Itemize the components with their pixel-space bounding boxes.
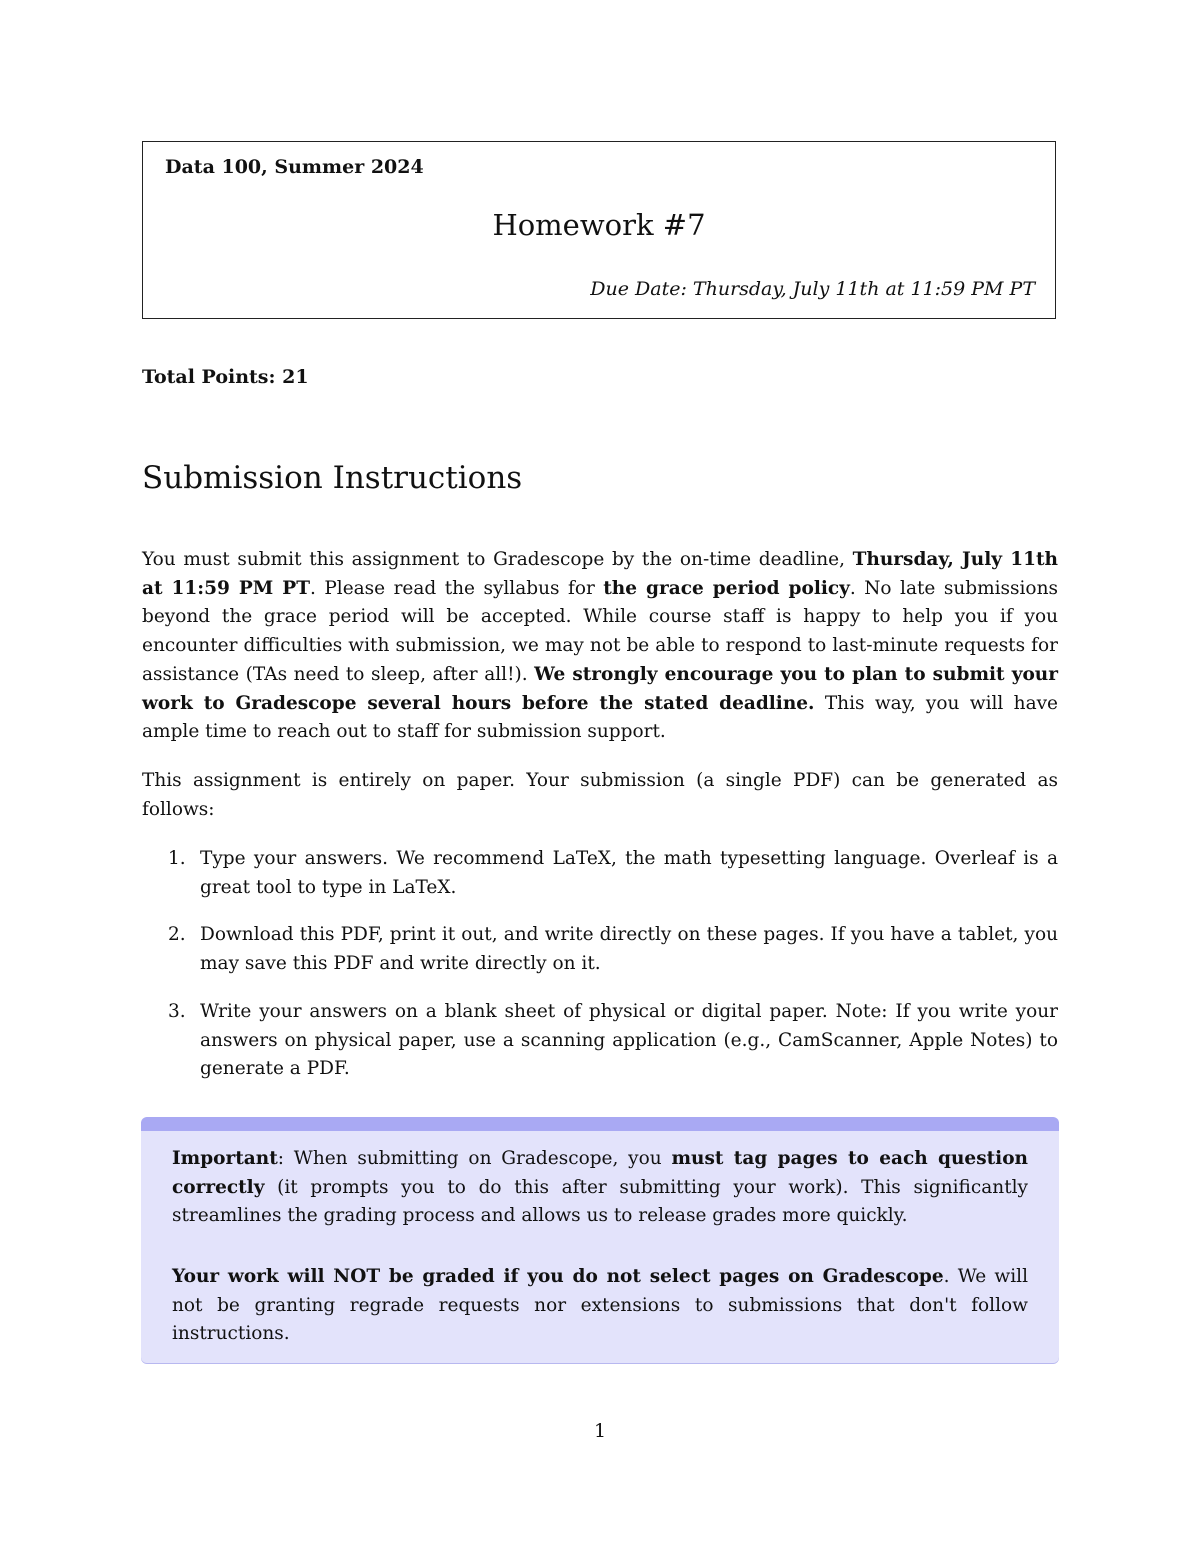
warning-text: Your work will NOT be graded if you do not select pages on Gradescope [172, 1266, 944, 1287]
important-label: Important [172, 1148, 278, 1169]
list-item-number: 1. [168, 848, 186, 869]
submission-steps-list [142, 845, 1058, 1103]
grace-period-policy: the grace period policy [603, 577, 850, 599]
list-item-text: Write your answers on a blank sheet of physical or digital paper. Note: If you write your answers on physical paper, use a scanning application (e.g., CamScanner, Apple Notes) to generate a PDF. [200, 1000, 1058, 1080]
course-name: Data 100, Summer 2024 [165, 156, 424, 178]
important-paragraph [172, 1145, 1028, 1231]
assignment-title: Homework #7 [492, 208, 706, 242]
list-item-text: Type your answers. We recommend LaTeX, the math typesetting language. Overleaf is a great tool to type in LaTeX. [200, 848, 1058, 898]
deadline-text-3: . No late submissions beyond the grace period will be accepted. While course staff is happy to help you if you encounter difficulties with submission, we may not be able to respond to last-minute requests for assistance (TAs need to sleep, after all!). [142, 577, 1058, 685]
section-heading: Submission Instructions [142, 460, 523, 496]
deadline-text-1: You must submit this assignment to Gradescope by the on-time deadline, [142, 549, 853, 570]
deadline-text-4: This way, you will have ample time to reach out to staff for submission support. [142, 692, 1059, 743]
warning-text-2: . We will not be granting regrade requests nor extensions to submissions that don't follow instructions. [172, 1266, 1028, 1345]
deadline-text-2: . Please read the syllabus for [309, 577, 604, 599]
list-item-number: 2. [168, 924, 186, 946]
list-item-text: Download this PDF, print it out, and write directly on these pages. If you have a tablet, you may save this PDF and write directly on it. [200, 924, 1058, 975]
deadline-paragraph [142, 546, 1058, 747]
warning-paragraph [172, 1263, 1028, 1349]
deadline-date: Thursday, July 11th at 11:59 PM PT [142, 549, 1058, 599]
encouragement-text: We strongly encourage you to plan to submit your work to Gradescope several hours before the stated deadline. [142, 663, 1059, 714]
list-item [142, 998, 1058, 1084]
important-notice-box [141, 1117, 1059, 1363]
list-item [142, 921, 1058, 978]
due-date: Due Date: Thursday, July 11th at 11:59 PM PT [590, 278, 1035, 300]
page-number: 1 [593, 1420, 607, 1442]
paper-paragraph: This assignment is entirely on paper. Your submission (a single PDF) can be generated as follows: [142, 770, 1058, 820]
header-box [142, 141, 1056, 319]
tag-pages-text: must tag pages to each question correctly [172, 1148, 1028, 1198]
list-item [142, 845, 1058, 902]
important-text-2: (it prompts you to do this after submitting your work). This significantly streamlines the grading process and allows us to release grades more quickly. [172, 1176, 1028, 1227]
important-text-1: : When submitting on Gradescope, you [277, 1148, 672, 1169]
total-points: Total Points: 21 [142, 366, 309, 388]
list-item-number: 3. [168, 1000, 186, 1022]
